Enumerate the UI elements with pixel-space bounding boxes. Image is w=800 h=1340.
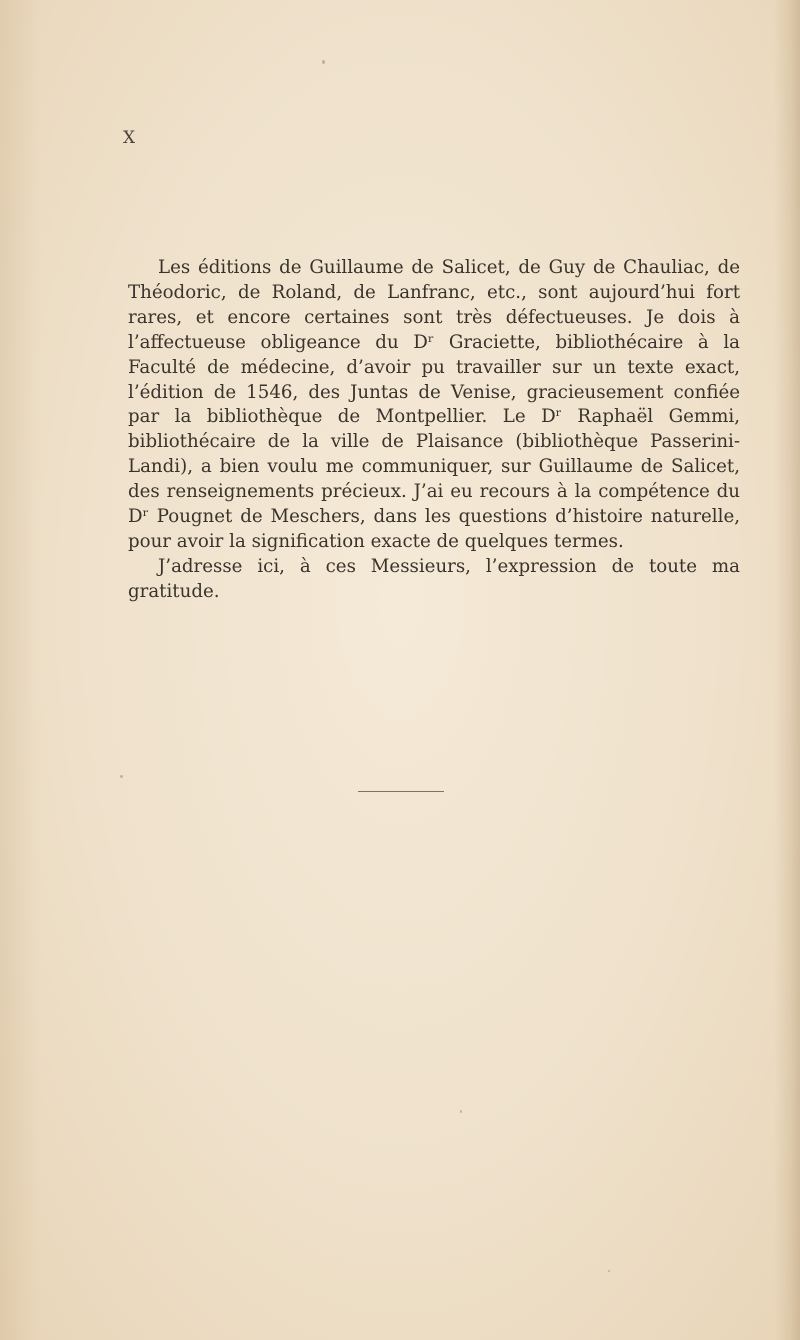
body-text [128, 256, 740, 605]
page-right-edge-shadow [774, 0, 800, 1340]
paper-speck [608, 1270, 610, 1272]
paragraph-gratitude: J’adresse ici, à ces Messieurs, l’expression de toute ma gratitude. [128, 555, 740, 602]
paper-speck [120, 775, 123, 778]
paper-speck [460, 1110, 462, 1113]
section-divider [358, 791, 444, 792]
page-left-edge-shadow [0, 0, 40, 1340]
page-number: X [123, 128, 137, 148]
paragraph-acknowledgments: Les éditions de Guillaume de Salicet, de Guy de Chauliac, de Théodoric, de Roland, de Lanfranc, etc., sont aujourd’hui fort rares, et encore certaines sont très défectueuses. Je dois à l’affectueuse obligeance du Dʳ Graciette, bibliothécaire à la Faculté de médecine, d’avoir pu travailler sur un texte exact, l’édition de 1546, des Juntas de Venise, gracieusement confiée par la bibliothèque de Montpellier. Le Dʳ Raphaël Gemmi, bibliothécaire de la ville de Plaisance (bibliothèque Passerini-Landi), a bien voulu me communiquer, sur Guillaume de Salicet, des renseignements précieux. J’ai eu recours à la compétence du Dʳ Pougnet de Meschers, dans les questions d’histoire naturelle, pour avoir la signification exacte de quelques termes. [128, 257, 740, 552]
paper-speck [322, 60, 325, 64]
